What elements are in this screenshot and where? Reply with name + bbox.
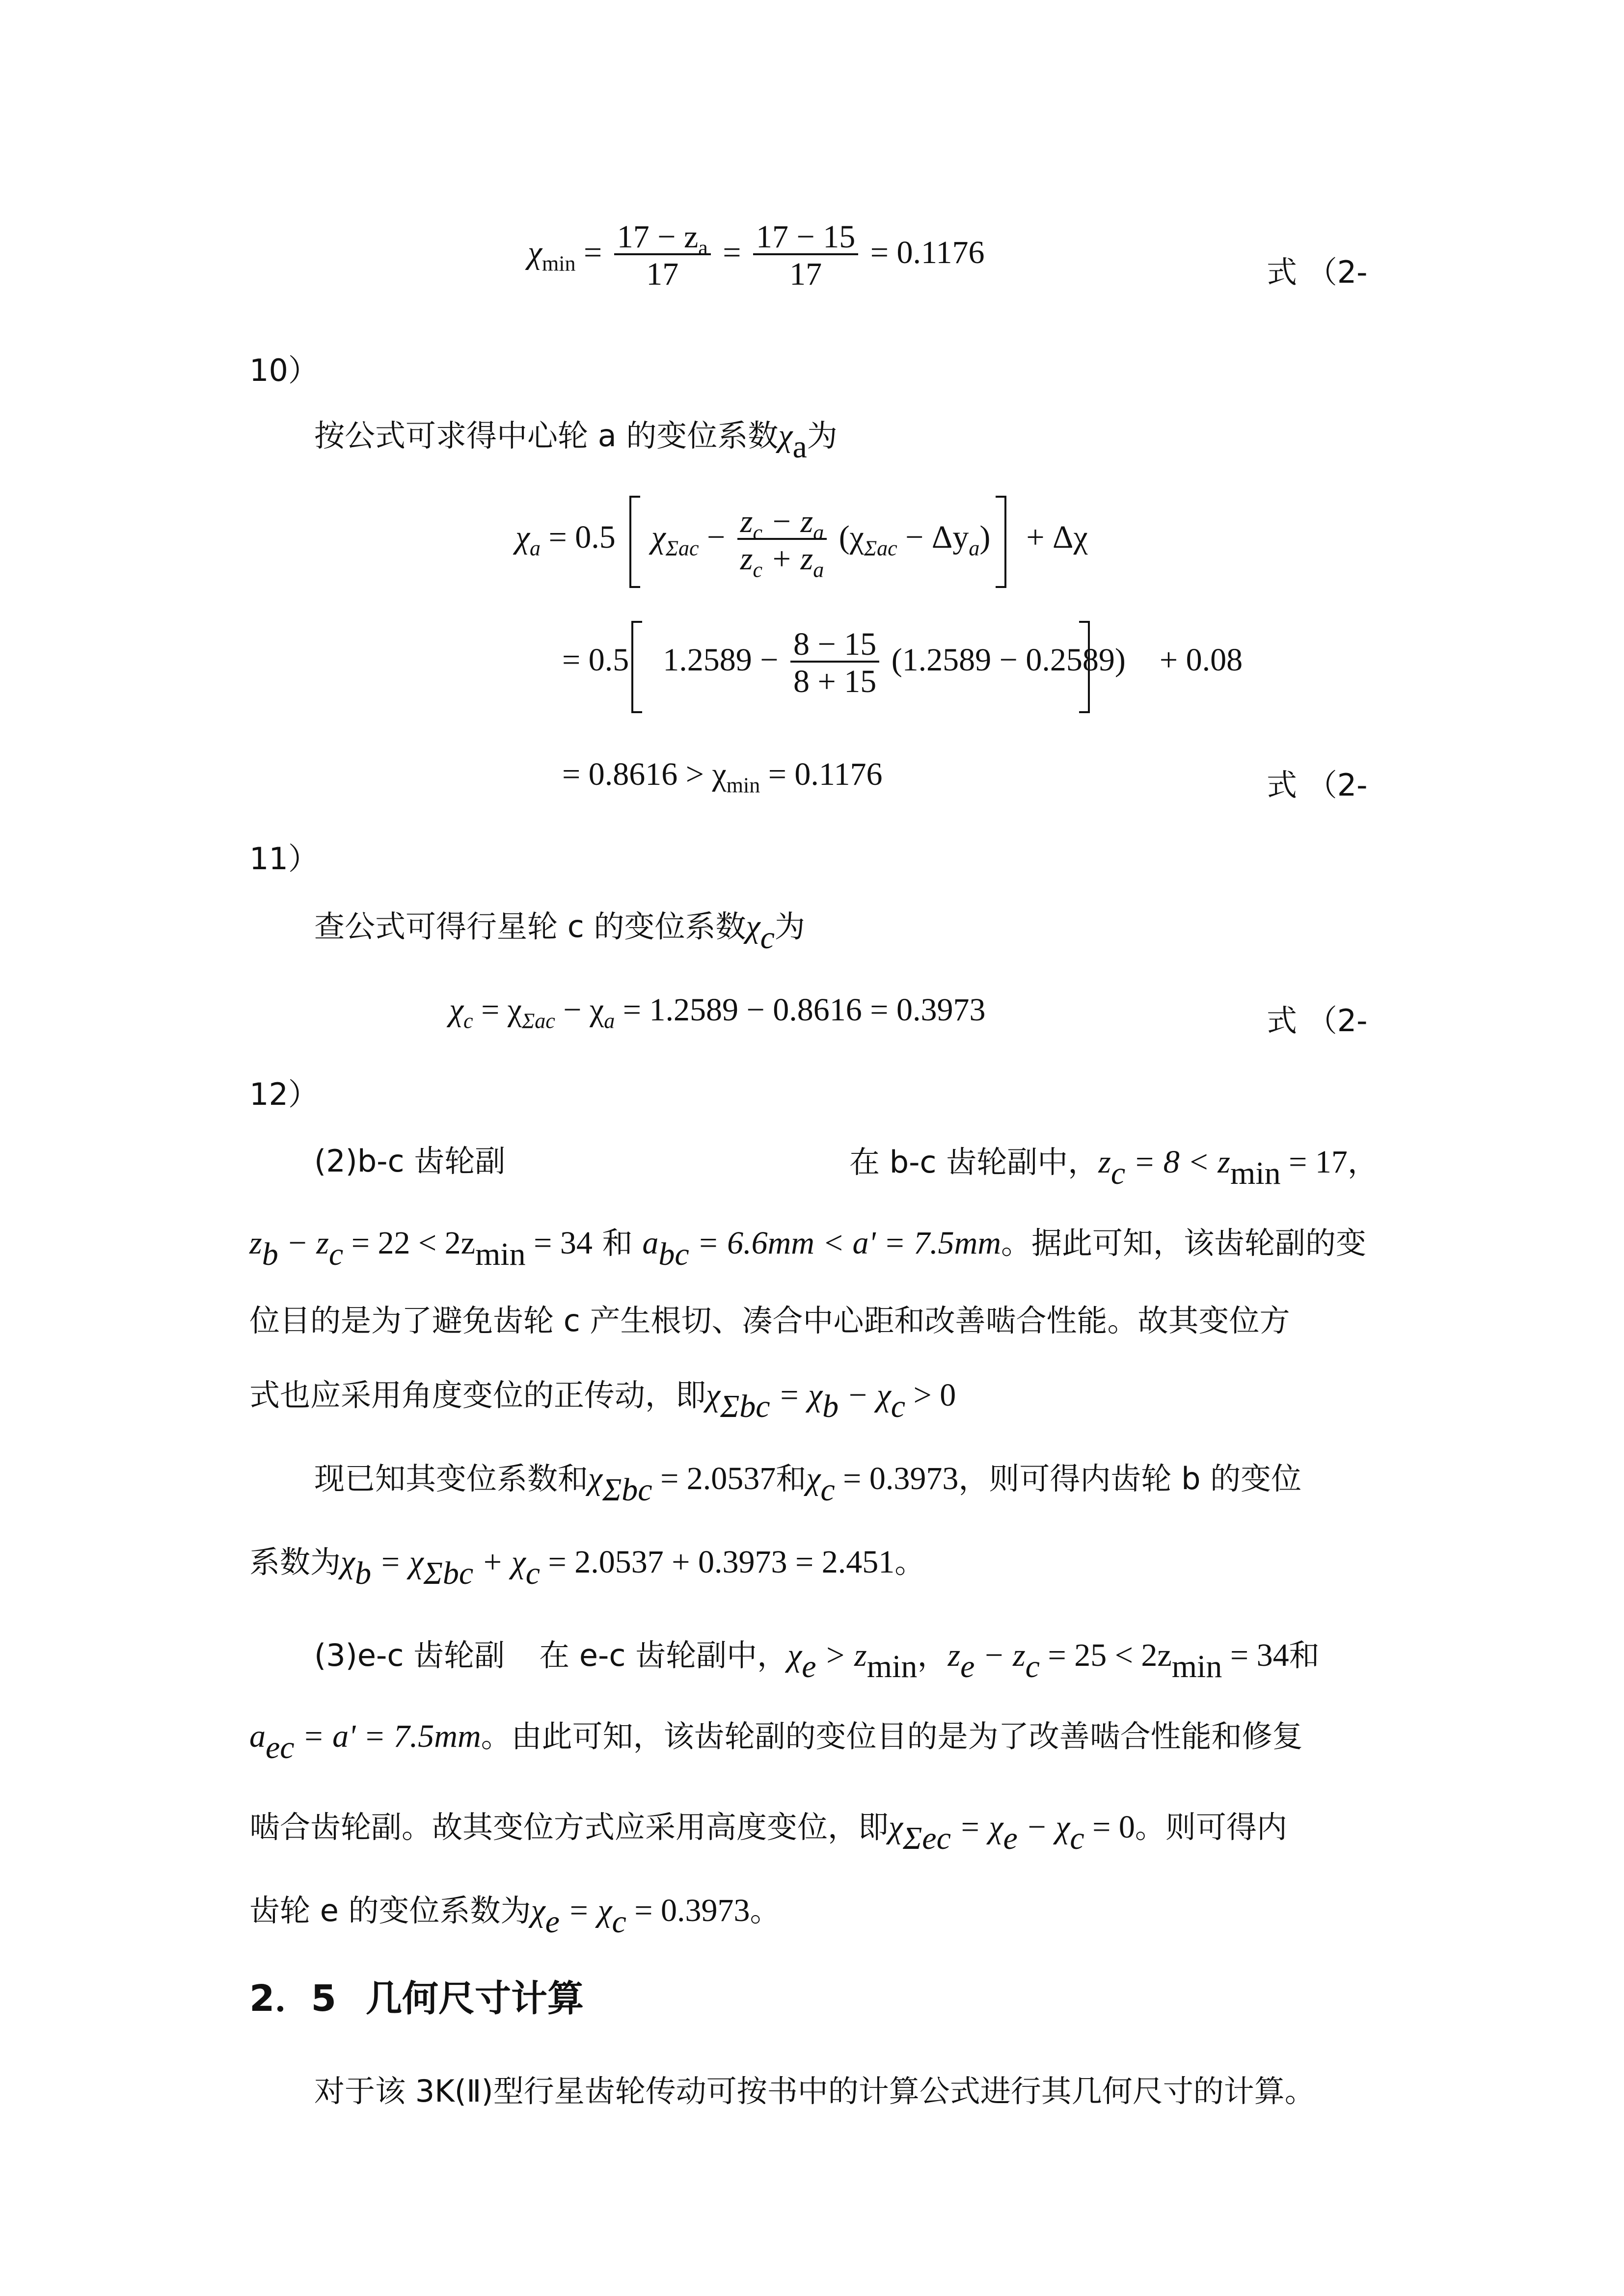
- equation-2-11-line2: = 0.5 1.2589 − $\frac{8 - 15}{8 + 15}$ (1.2589 − 0.2589) + 0.08: [562, 626, 1243, 699]
- paragraph-planet-gear: 查公式可得行星轮 c 的变位系数$\chi_c$为: [314, 908, 805, 956]
- equation-2-12: $\chi_c = \chi_{\Sigma ac} - \chi_a = 1.2589 - 0.8616 = 0.3973$: [449, 992, 986, 1033]
- ec-line1: (3)e-c 齿轮副 在 e-c 齿轮副中，$\chi_e > z_{min}$，$z_e - z_c = 25 < 2z_{min} = 34$和: [314, 1637, 1320, 1685]
- fraction: $\frac{8 - 15}{8 + 15}$: [790, 628, 879, 698]
- equation-2-11-line3: = $0.8616 > \chi_{min} = 0.1176$: [562, 756, 883, 798]
- bc-line4: 式也应采用角度变位的正传动，即$\chi_{\Sigma bc} = \chi_b - \chi_c > 0$: [249, 1377, 956, 1425]
- right-bracket: [996, 496, 1006, 588]
- section-heading: [249, 1977, 584, 2020]
- section-number: 2．5: [249, 1977, 336, 2020]
- bc-section-title: (2)b-c 齿轮副: [314, 1143, 506, 1179]
- ec-line3: 啮合齿轮副。故其变位方式应采用高度变位，即$\chi_{\Sigma ec} = \chi_e - \chi_c = 0$。则可得内: [249, 1809, 1287, 1857]
- ec-line2: $a_{ec} = a' = 7.5mm$。由此可知，该齿轮副的变位目的是为了改善啮合性能和修复: [249, 1718, 1303, 1766]
- right-bracket: [1079, 621, 1090, 713]
- equation-number: 式 （2-: [1267, 767, 1368, 803]
- equation-2-11-line1: $\chi_a = 0.5$ $\chi_{\Sigma ac}$ − $\frac{z_c - z_a}{z_c + z_a}$ $(\chi_{\Sigma ac} - \Delta y_a) + \Delta\chi$: [515, 504, 1088, 582]
- bc-line1: 在 b-c 齿轮副中，$z_c = 8 < z_{min} = 17$，: [849, 1144, 1378, 1192]
- bc-line2: $z_b - z_c = 22 < 2z_{min} = 34$ 和 $a_{bc} = 6.6mm < a' = 7.5mm$。据此可知，该齿轮副的变: [249, 1225, 1367, 1273]
- equation-number-cont: 10）: [249, 352, 319, 388]
- bc-line5: 现已知其变位系数和$\chi_{\Sigma bc} = 2.0537$和$\chi_c = 0.3973$，则可得内齿轮 b 的变位: [314, 1461, 1302, 1508]
- equation-number: 式 （2-: [1267, 1003, 1368, 1039]
- fraction: $\frac{17 - z_a}{17}$: [614, 221, 711, 291]
- bc-line3: 位目的是为了避免齿轮 c 产生根切、凑合中心距和改善啮合性能。故其变位方: [249, 1303, 1290, 1338]
- closing-paragraph: 对于该 3K(Ⅱ)型行星齿轮传动可按书中的计算公式进行其几何尺寸的计算。: [314, 2073, 1315, 2109]
- equation-number-cont: 11）: [249, 841, 319, 877]
- fraction: $\frac{z_c - z_a}{z_c + z_a}$: [737, 506, 827, 575]
- bc-line6: 系数为$\chi_b = \chi_{\Sigma bc} + \chi_c = 2.0537 + 0.3973 = 2.451$。: [249, 1544, 925, 1592]
- left-bracket: [629, 496, 640, 588]
- equation-number: 式 （2-: [1267, 254, 1368, 290]
- equation-2-10: $\chi_{min}$ = $\frac{17 - z_a}{17}$ = $\frac{17 - 15}{17}$ = 0.1176: [528, 219, 985, 292]
- equation-number-cont: 12）: [249, 1076, 319, 1112]
- left-bracket: [631, 621, 642, 713]
- section-title: 几何尺寸计算: [365, 1977, 584, 2020]
- paragraph-center-gear: 按公式可求得中心轮 a 的变位系数$\chi_a$为: [314, 418, 838, 465]
- ec-line4: 齿轮 e 的变位系数为$\chi_e = \chi_c = 0.3973$。: [249, 1893, 781, 1940]
- fraction: $\frac{17 - 15}{17}$: [753, 221, 858, 291]
